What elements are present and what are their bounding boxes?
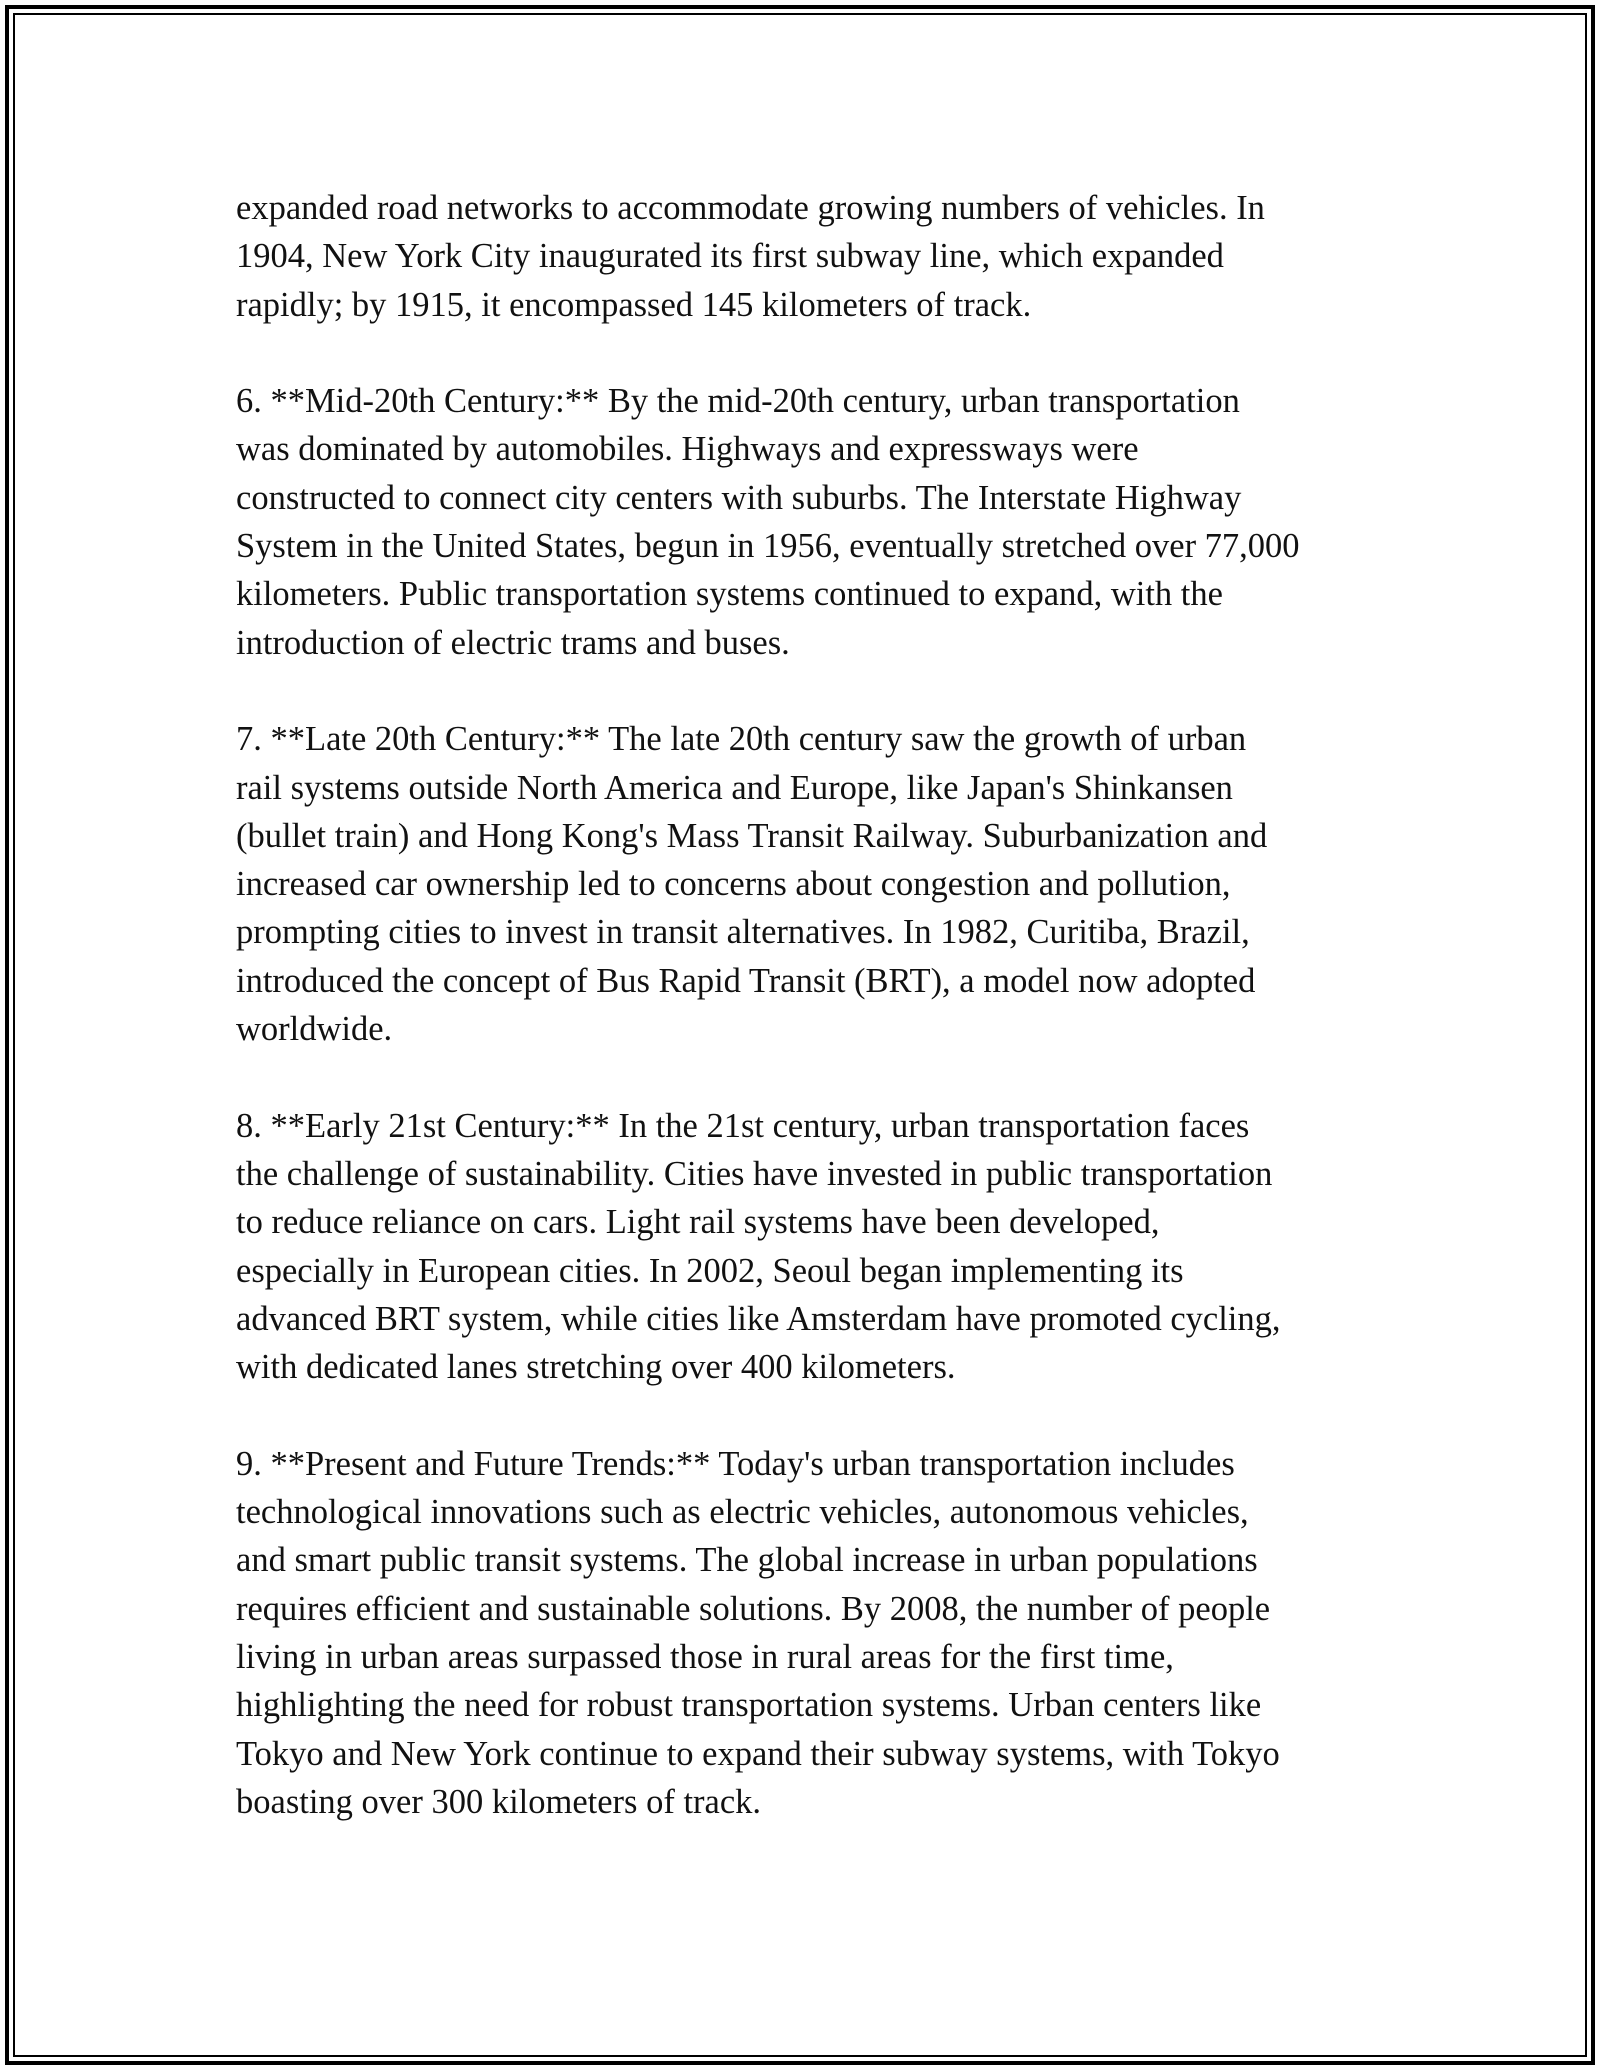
text-line: was dominated by automobiles. Highways and expressways were — [236, 430, 1139, 469]
text-line: System in the United States, begun in 1956, eventually stretched over 77,000 — [236, 527, 1300, 566]
text-line: rail systems outside North America and Europe, like Japan's Shinkansen — [236, 768, 1233, 807]
text-line: rapidly; by 1915, it encompassed 145 kilometers of track. — [236, 285, 1032, 324]
paragraph-early-21st-century — [236, 1102, 1376, 1392]
text-line: kilometers. Public transportation systems continued to expand, with the — [236, 575, 1223, 614]
text-line: 9. **Present and Future Trends:** Today's urban transportation includes — [236, 1444, 1235, 1483]
text-line: boasting over 300 kilometers of track. — [236, 1782, 762, 1821]
text-line: 6. **Mid-20th Century:** By the mid-20th century, urban transportation — [236, 382, 1240, 421]
text-line: especially in European cities. In 2002, Seoul began implementing its — [236, 1251, 1184, 1290]
text-line: and smart public transit systems. The global increase in urban populations — [236, 1541, 1258, 1580]
text-line: worldwide. — [236, 1010, 393, 1049]
paragraph-present-future-trends — [236, 1440, 1376, 1826]
text-line: with dedicated lanes stretching over 400 kilometers. — [236, 1348, 956, 1387]
text-line: 8. **Early 21st Century:** In the 21st century, urban transportation faces — [236, 1106, 1250, 1145]
text-line: Tokyo and New York continue to expand their subway systems, with Tokyo — [236, 1734, 1280, 1773]
text-line: highlighting the need for robust transportation systems. Urban centers like — [236, 1686, 1262, 1725]
text-line: the challenge of sustainability. Cities have invested in public transportation — [236, 1154, 1273, 1193]
text-line: to reduce reliance on cars. Light rail systems have been developed, — [236, 1203, 1160, 1242]
text-line: 1904, New York City inaugurated its first subway line, which expanded — [236, 237, 1224, 276]
text-line: (bullet train) and Hong Kong's Mass Transit Railway. Suburbanization and — [236, 816, 1268, 855]
text-line: 7. **Late 20th Century:** The late 20th century saw the growth of urban — [236, 720, 1247, 759]
paragraph-mid-20th-century — [236, 377, 1376, 667]
text-line: prompting cities to invest in transit alternatives. In 1982, Curitiba, Brazil, — [236, 913, 1250, 952]
text-line: introduction of electric trams and buses. — [236, 623, 790, 662]
text-line: increased car ownership led to concerns about congestion and pollution, — [236, 865, 1231, 904]
paragraph-intro-continuation — [236, 184, 1376, 329]
document-body — [236, 184, 1376, 1874]
paragraph-late-20th-century — [236, 715, 1376, 1053]
text-line: advanced BRT system, while cities like Amsterdam have promoted cycling, — [236, 1299, 1281, 1338]
text-line: introduced the concept of Bus Rapid Transit (BRT), a model now adopted — [236, 961, 1256, 1000]
text-line: requires efficient and sustainable solutions. By 2008, the number of people — [236, 1589, 1271, 1628]
text-line: constructed to connect city centers with suburbs. The Interstate Highway — [236, 478, 1242, 517]
text-line: living in urban areas surpassed those in rural areas for the first time, — [236, 1637, 1174, 1676]
text-line: technological innovations such as electric vehicles, autonomous vehicles, — [236, 1493, 1249, 1532]
text-line: expanded road networks to accommodate growing numbers of vehicles. In — [236, 189, 1265, 227]
